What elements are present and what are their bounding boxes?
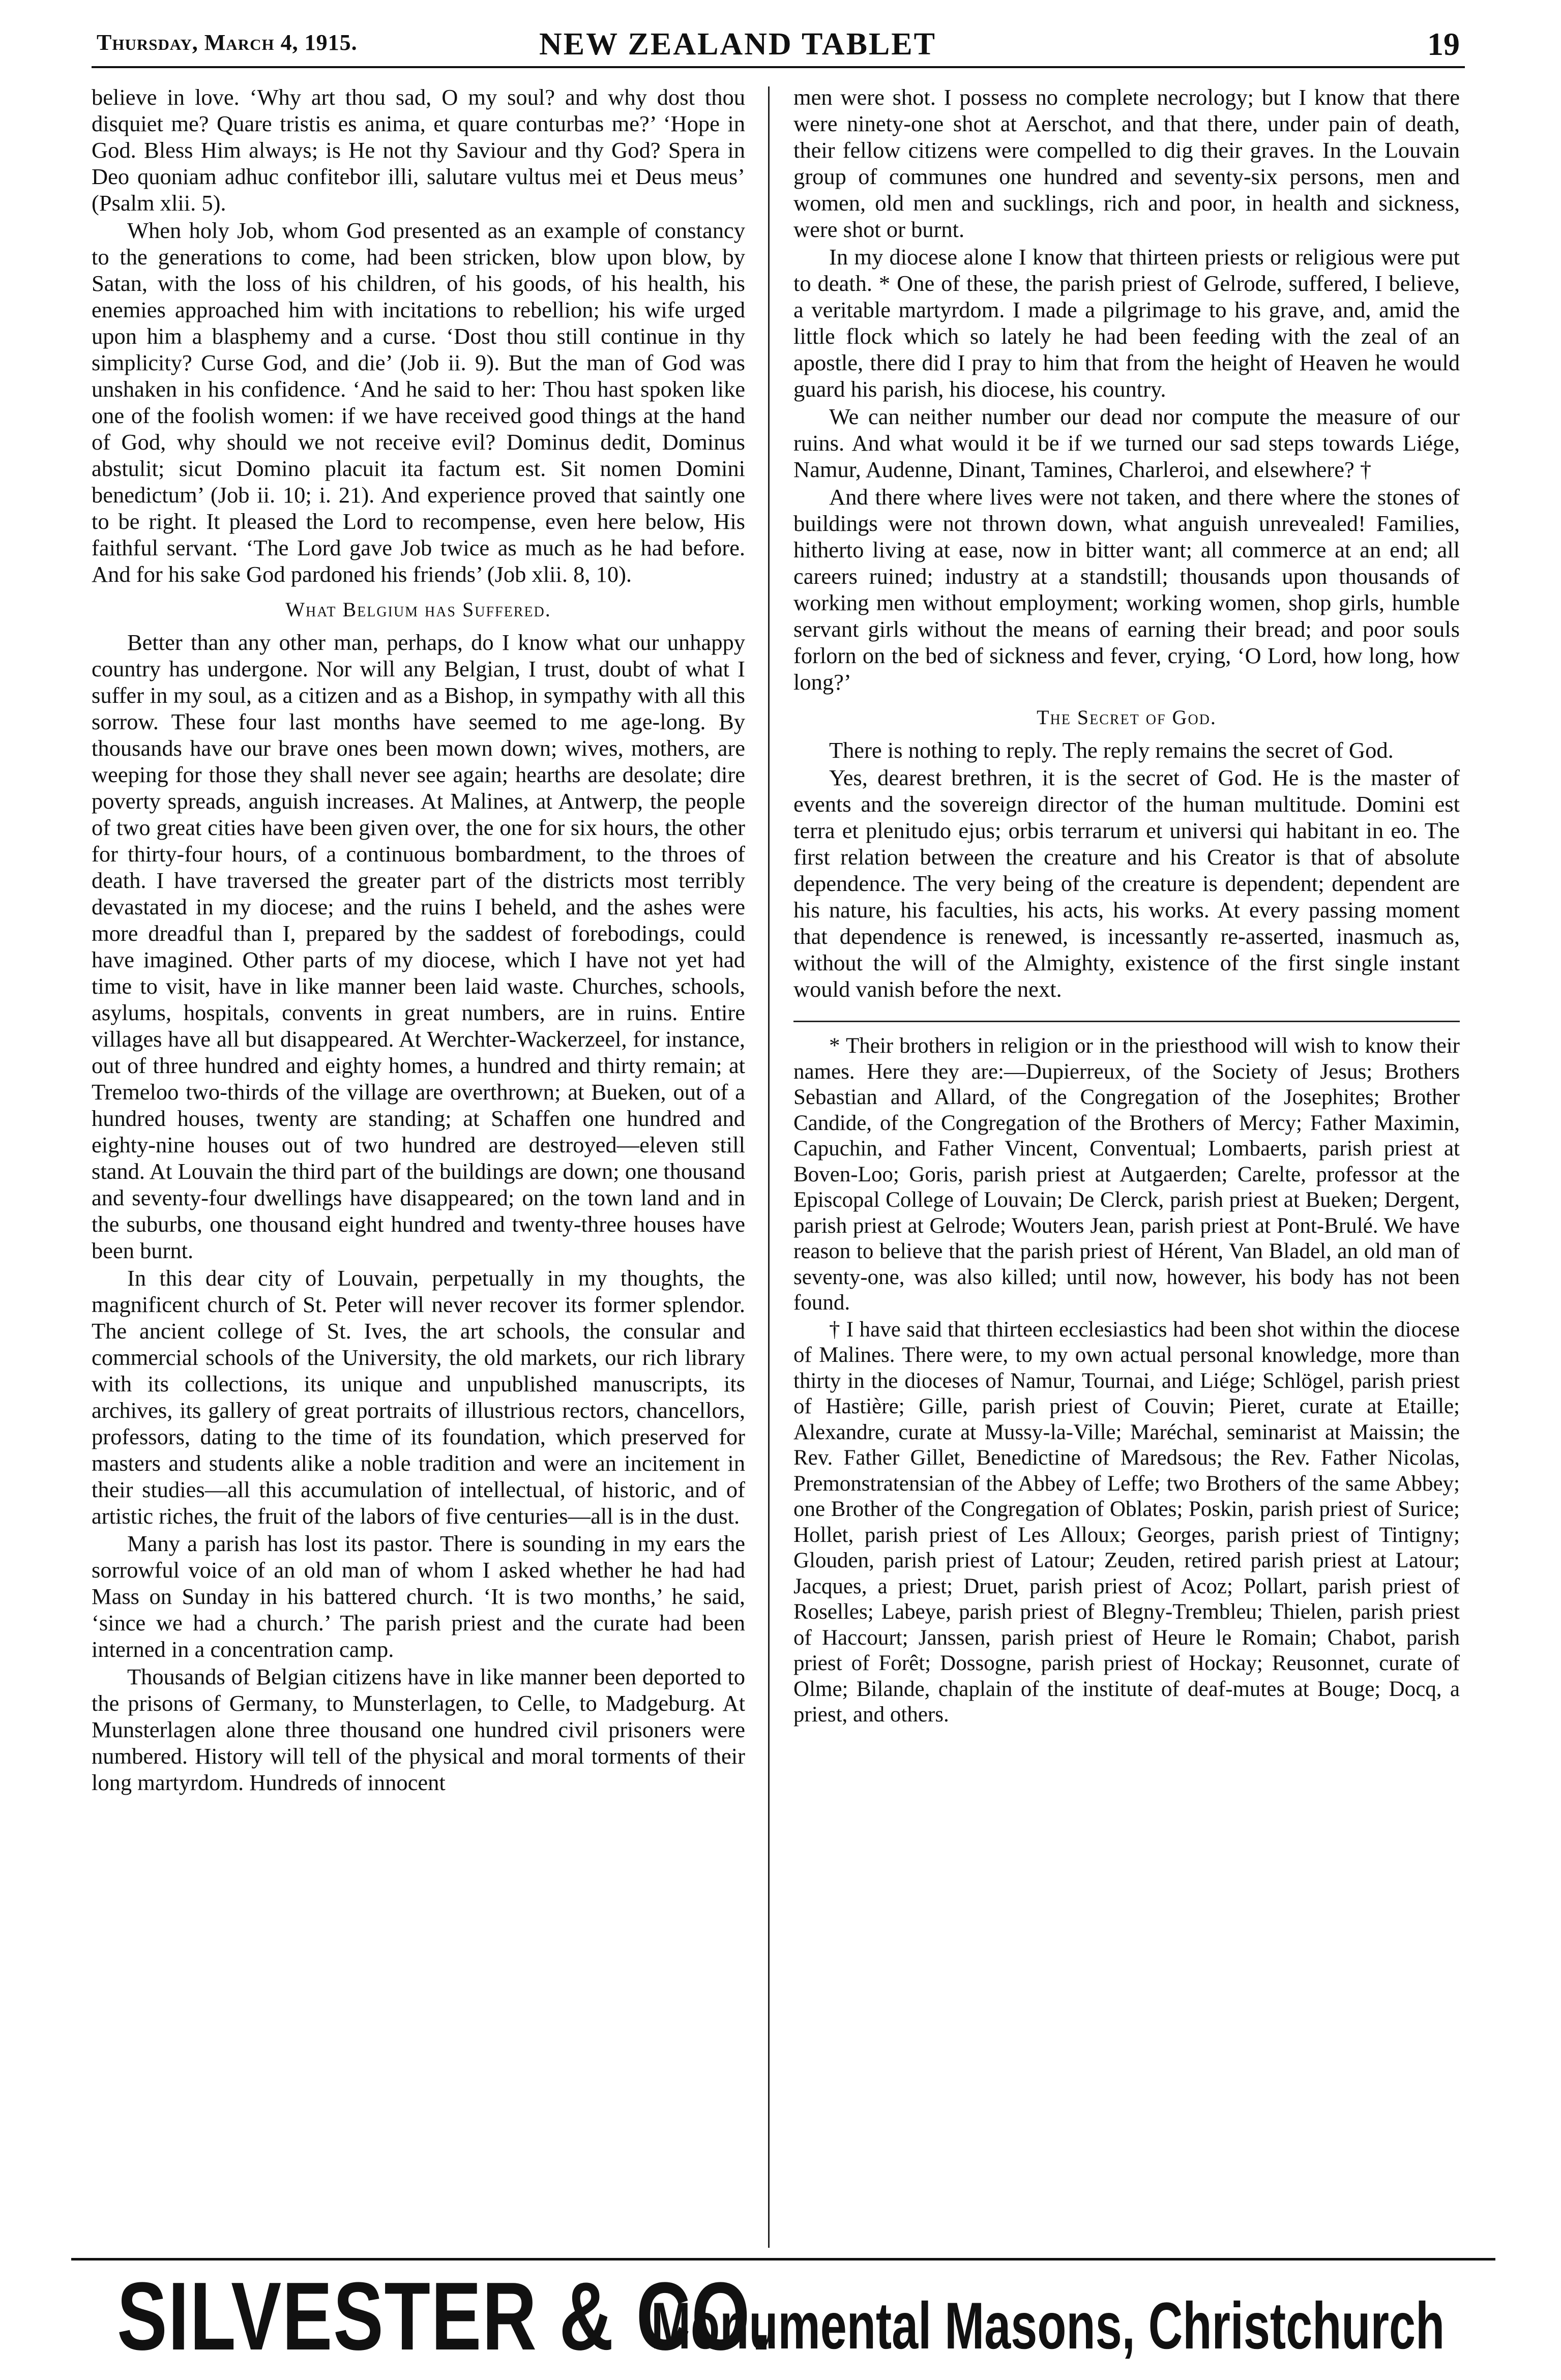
section-heading: What Belgium has Suffered. [285, 598, 551, 621]
header-rule [92, 66, 1465, 68]
paragraph: Better than any other man, perhaps, do I know what our unhappy country has undergone. Nor will any Belgian, I trust, doubt of what I suffer in my soul, as a citizen and as a Bishop, in sympathy with all this sorrow. These four last months have seemed to me age-long. By thousands have our brave ones been mown down; wives, mothers, are weeping for those they shall never see again; hearths are desolate; dire poverty spreads, anguish increases. At Malines, at Antwerp, the people of two great cities have been given over, the one for six hours, the other for thirty-four hours, of a continuous bombardment, to the throes of death. I have traversed the greater part of the districts most terribly devastated in my diocese; and the ruins I beheld, and the ashes were more dreadful than I, prepared by the saddest of forebodings, could have imagined. Other parts of my diocese, which I have not yet had time to visit, have in like manner been laid waste. Churches, schools, asylums, hospitals, convents in great numbers, are in ruins. Entire villages have all but disappeared. At Werchter-Wackerzeel, for instance, out of three hundred and eighty homes, a hundred and thirty remain; at Tremeloo two-thirds of the village are overthrown; at Bueken, out of a hundred houses, twenty are standing; at Schaffen one hundred and eighty-nine houses out of two hundred are destroyed—eleven still stand. At Louvain the third part of the buildings are down; one thousand and seventy-four dwellings have disappeared; on the town land and in the suburbs, one thousand eight hundred and twenty-three houses have been burnt. [92, 630, 745, 1263]
paragraph: Many a parish has lost its pastor. There is sounding in my ears the sorrowful voice of an old man of whom I asked whether he had had Mass on Sunday in his battered church. ‘It is two months,’ he said, ‘since we had a church.’ The parish priest and the curate had been interned in a concentration camp. [92, 1531, 745, 1662]
paragraph: We can neither number our dead nor compute the measure of our ruins. And what would it be if we turned our sad steps towards Liége, Namur, Audenne, Dinant, Tamines, Charleroi, and elsewhere? † [793, 404, 1460, 482]
paragraph: In this dear city of Louvain, perpetually in my thoughts, the magnificent church of St. Peter will never recover its former splendor. The ancient college of St. Ives, the art schools, the consular and commercial schools of the University, the old markets, our rich library with its collections, its unique and unpublished manuscripts, its archives, its gallery of great portraits of illustrious rectors, chancellors, professors, dating to the time of its foundation, which preserved for masters and students alike a noble tradition and were an incitement in their studies—all this accumulation of intellectual, of historic, and of artistic riches, the fruit of the labors of five centuries—all is in the dust. [92, 1265, 745, 1529]
paragraph: men were shot. I possess no complete necrology; but I know that there were ninety-one shot at Aerschot, and that there, under pain of death, their fellow citizens were compelled to dig their graves. In the Louvain group of communes one hundred and seventy-six persons, men and women, old men and sucklings, rich and poor, in health and sickness, were shot or burnt. [793, 84, 1460, 242]
right-column [793, 84, 1460, 1728]
advertisement-banner [117, 2263, 1465, 2372]
footnote: * Their brothers in religion or in the priesthood will wish to know their names. Here they are:—Dupierreux, of the Society of Jesus; Brothers Sebastian and Allard, of the Congregation of the Josephites; Brother Candide, of the Congregation of the Brothers of Mercy; Father Maximin, Capuchin, and Father Vincent, Conventual; Lombaerts, parish priest at Boven-Loo; Goris, parish priest at Autgaerden; Carelte, professor at the Episcopal College of Louvain; De Clerck, parish priest at Bueken; Dergent, parish priest at Gelrode; Wouters Jean, parish priest at Pont-Brulé. We have reason to believe that the parish priest of Hérent, Van Bladel, an old man of seventy-one, was also killed; until now, however, his body has not been found. [793, 1034, 1460, 1315]
paragraph: believe in love. ‘Why art thou sad, O my soul? and why dost thou disquiet me? Quare tristis es anima, et quare conturbas me?’ ‘Hope in God. Bless Him always; is He not thy Saviour and thy God? Spera in Deo quoniam adhuc confitebor illi, salutare vultus mei et Deus meus’ (Psalm xlii. 5). [92, 84, 745, 216]
paragraph: And there where lives were not taken, and there where the stones of buildings were not thrown down, what anguish unrevealed! Families, hitherto living at ease, now in bitter want; all commerce at an end; all careers ruined; industry at a standstill; thousands upon thousands of working men without employment; working women, shop girls, humble servant girls without the means of earning their bread; and poor souls forlorn on the bed of sickness and fever, crying, ‘O Lord, how long, how long?’ [793, 484, 1460, 695]
paragraph: When holy Job, whom God presented as an example of constancy to the generations to come, had been stricken, blow upon blow, by Satan, with the loss of his children, of his goods, of his health, his enemies approached him with incitations to rebellion; his wife urged upon him a blasphemy and a curse. ‘Dost thou still continue in thy simplicity? Curse God, and die’ (Job ii. 9). But the man of God was unshaken in his confidence. ‘And he said to her: Thou hast spoken like one of the foolish women: if we have received good things at the hand of God, why should we not receive evil? Dominus dedit, Dominus abstulit; sicut Domino placuit ita factum est. Sit nomen Domini benedictum’ (Job ii. 10; i. 21). And experience proved that saintly one to be right. It pleased the Lord to recompense, even here below, His faithful servant. ‘The Lord gave Job twice as much as he had before. And for his sake God pardoned his friends’ (Job xlii. 8, 10). [92, 218, 745, 587]
newspaper-title: NEW ZEALAND TABLET [539, 27, 936, 62]
column-divider [768, 86, 770, 2248]
page-header [92, 25, 1465, 66]
advertisement-rule [71, 2258, 1495, 2260]
issue-date: Thursday, March 4, 1915. [97, 30, 358, 55]
advertiser-name: SILVESTER & CO. [117, 2263, 773, 2370]
paragraph: In my diocese alone I know that thirteen priests or religious were put to death. * One of these, the parish priest of Gelrode, suffered, I believe, a veritable martyrdom. I made a pilgrimage to his grave, and, amid the little flock which so lately he had been feeding with the zeal of an apostle, there did I pray to him that from the height of Heaven he would guard his parish, his diocese, his country. [793, 244, 1460, 402]
page-number: 19 [1427, 26, 1460, 62]
left-column [92, 84, 745, 1796]
paragraph: Yes, dearest brethren, it is the secret of God. He is the master of events and the sovereign director of the human multitude. Domini est terra et plenitudo ejus; orbis terrarum et universi qui habitant in eo. The first relation between the creature and his Creator is that of absolute dependence. The very being of the creature is dependent; dependent are his nature, his faculties, his acts, his works. At every passing moment that dependence is renewed, is incessantly re-asserted, inasmuch as, without the will of the Almighty, existence of the first single instant would vanish before the next. [793, 765, 1460, 1002]
footnotes [793, 1021, 1460, 1728]
advertiser-trade: Monumental Masons, Christchurch [651, 2288, 1445, 2363]
paragraph: There is nothing to reply. The reply remains the secret of God. [829, 737, 1394, 763]
section-heading: The Secret of God. [1037, 706, 1217, 729]
paragraph: Thousands of Belgian citizens have in like manner been deported to the prisons of Germany, to Munsterlagen, to Celle, to Madgeburg. At Munsterlagen alone three thousand one hundred civil prisoners were numbered. History will tell of the physical and moral torments of their long martyrdom. Hundreds of innocent [92, 1664, 745, 1795]
footnote: † I have said that thirteen ecclesiastics had been shot within the diocese of Malines. There were, to my own actual personal knowledge, more than thirty in the dioceses of Namur, Tournai, and Liége; Schlögel, parish priest of Hastière; Gille, parish priest of Couvin; Pieret, curate at Etaille; Alexandre, curate at Mussy-la-Ville; Maréchal, seminarist at Maissin; the Rev. Father Gillet, Benedictine of Maredsous; the Rev. Father Nicolas, Premonstratensian of the Abbey of Leffe; two Brothers of the same Abbey; one Brother of the Congregation of Oblates; Poskin, parish priest of Surice; Hollet, parish priest of Les Alloux; Georges, parish priest of Tintigny; Glouden, parish priest of Latour; Zeuden, retired parish priest at Latour; Jacques, a priest; Druet, parish priest of Acoz; Pollart, parish priest of Roselles; Labeye, parish priest of Blegny-Trembleu; Thielen, parish priest of Haccourt; Janssen, parish priest of Heure le Romain; Chabot, parish priest of Forêt; Dossogne, parish priest of Hockay; Reusonnet, curate of Olme; Bilande, chaplain of the institute of deaf-mutes at Bouge; Docq, a priest, and others. [793, 1317, 1460, 1727]
